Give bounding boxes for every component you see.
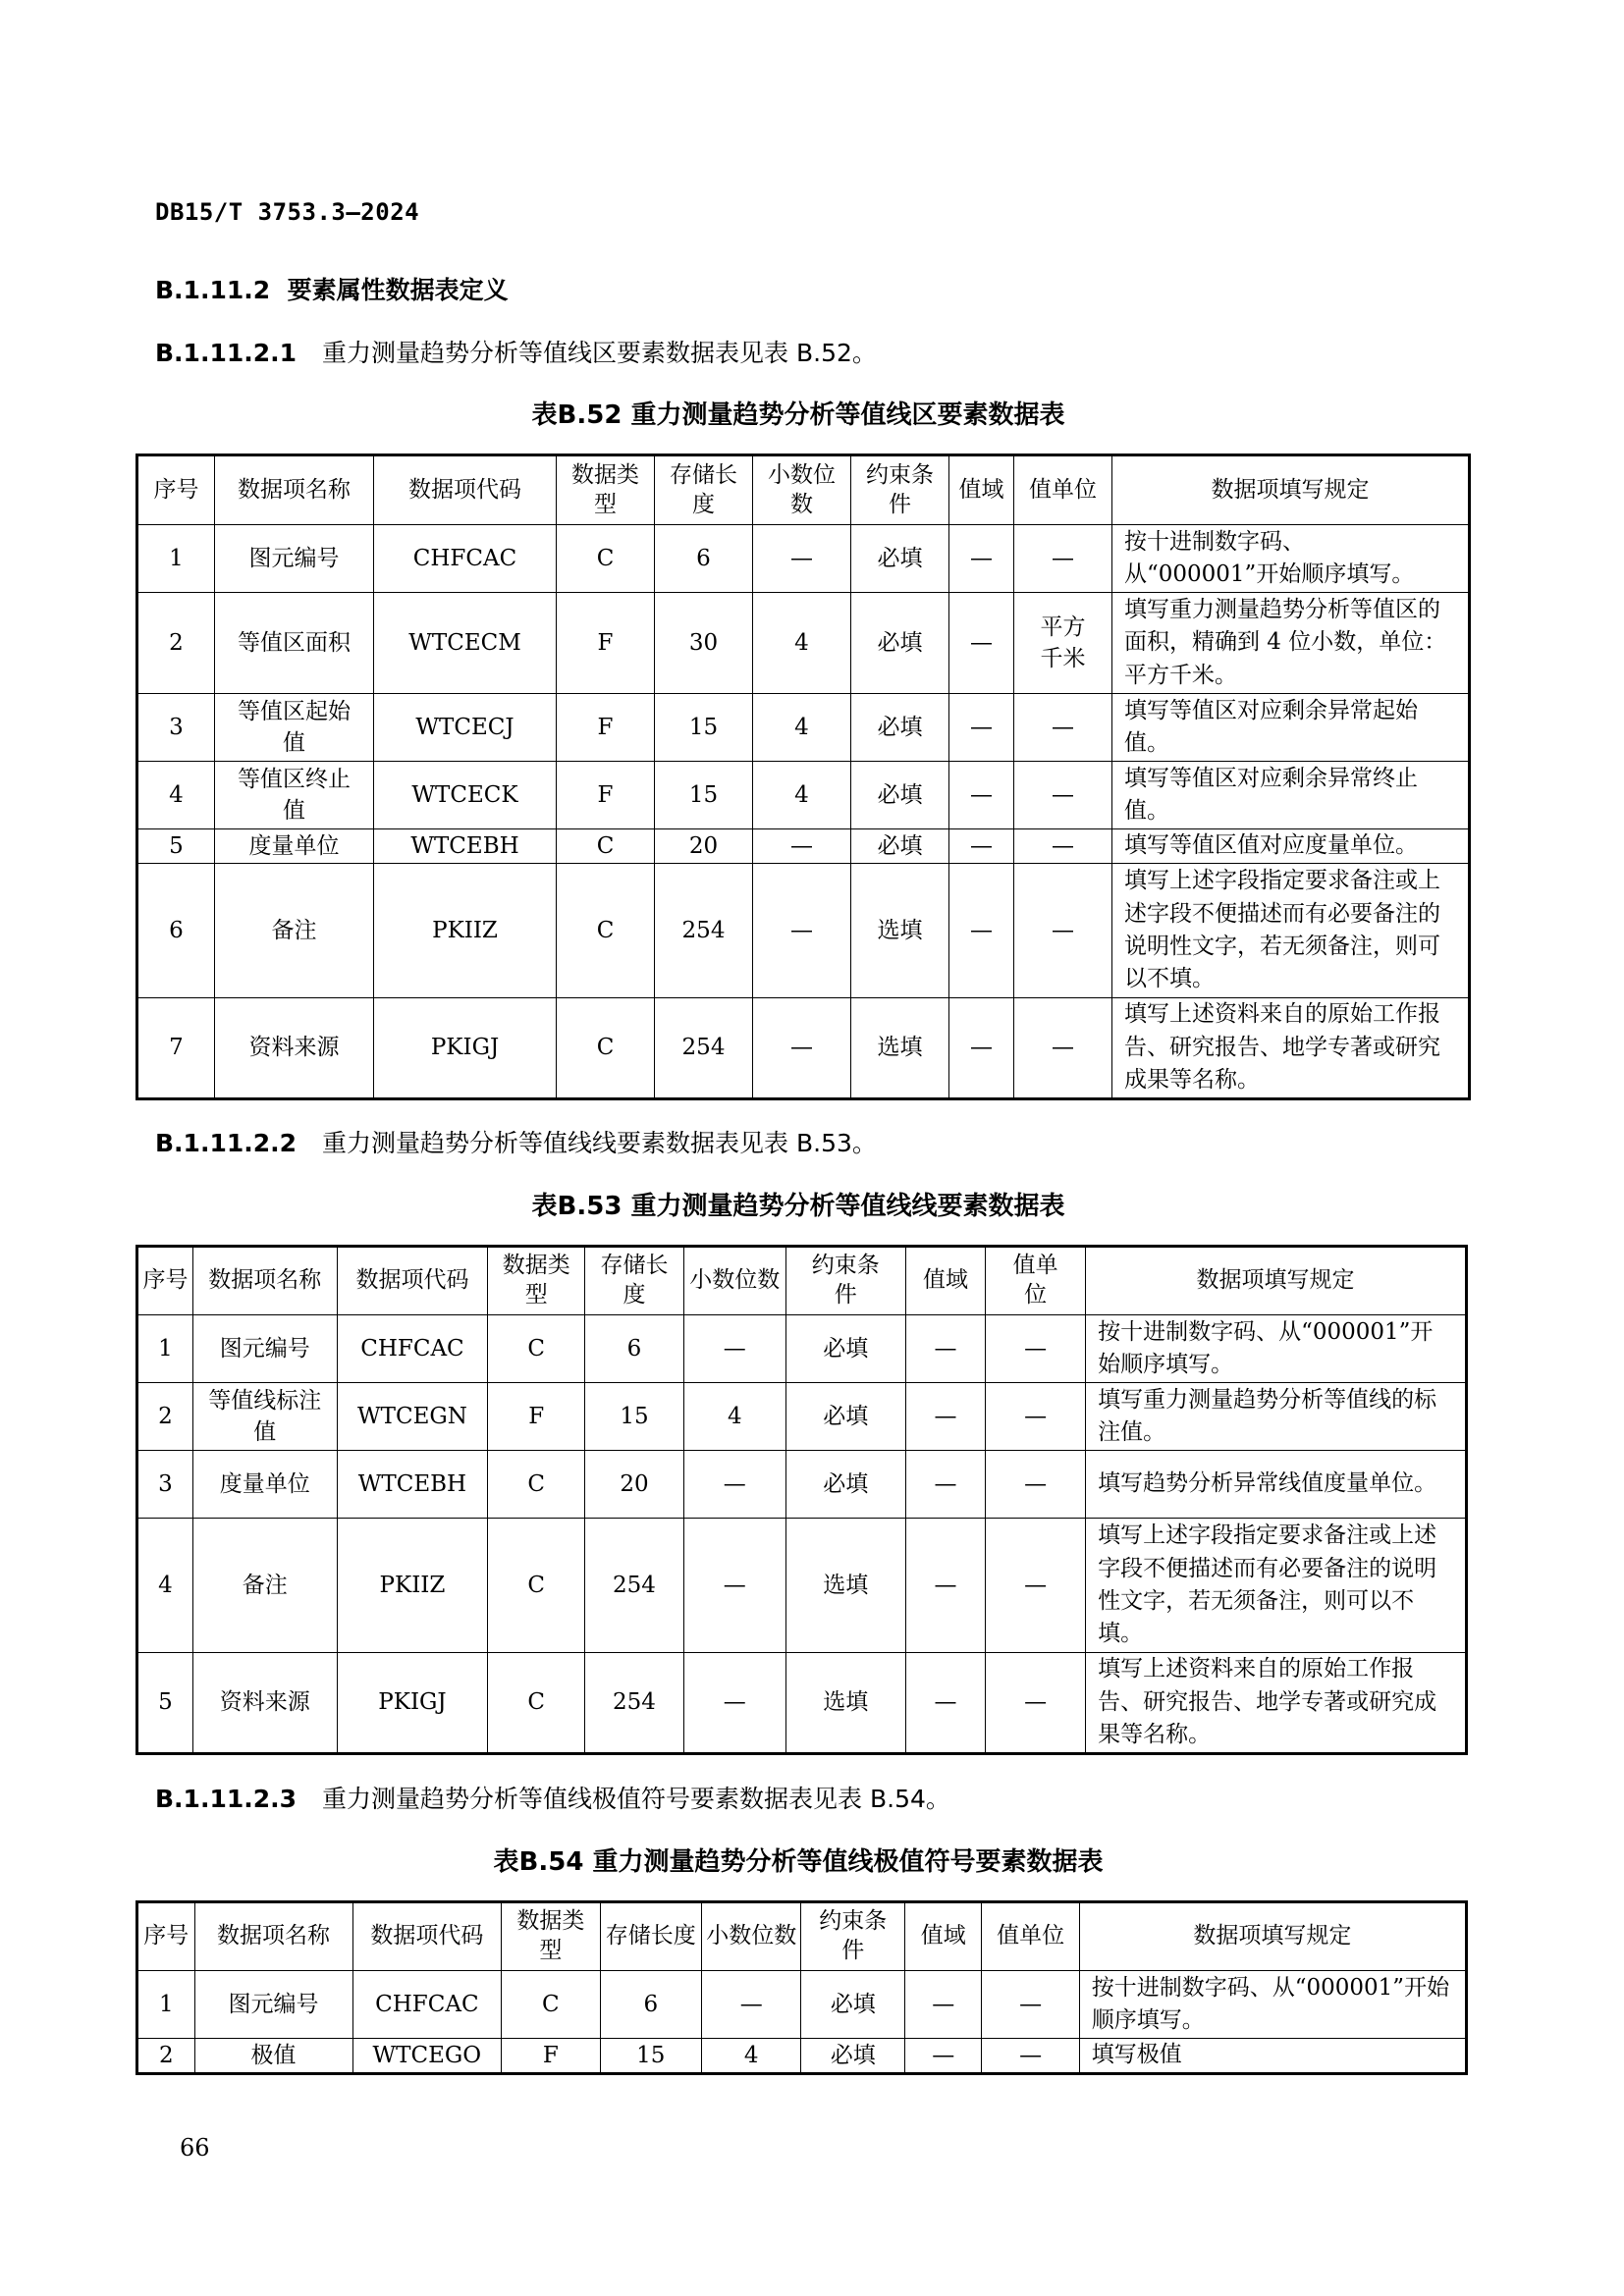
cell: 1 [137,1971,195,2039]
section-heading [155,271,509,306]
cell: C [557,864,655,998]
cell: 3 [137,1451,193,1519]
cell: 必填 [851,525,949,593]
cell: — [753,525,851,593]
column-header: 序号 [137,455,215,525]
cell: WTCEBH [337,1451,488,1519]
column-header: 小数位数 [753,455,851,525]
column-header: 数据项名称 [215,455,374,525]
cell: 4 [137,1519,193,1653]
cell-rule: 填写等值区值对应度量单位。 [1112,829,1470,864]
cell: PKIIZ [374,864,557,998]
cell: 备注 [193,1519,338,1653]
cell: — [949,864,1014,998]
cell: WTCECJ [374,694,557,762]
column-header: 序号 [137,1902,195,1971]
cell: — [986,1383,1086,1451]
cell: 4 [137,762,215,829]
cell: — [949,829,1014,864]
column-header: 数据类型 [488,1247,585,1315]
cell: F [502,2039,600,2074]
cell: — [982,1971,1079,2039]
cell: F [488,1383,585,1451]
column-header: 数据类型 [502,1902,600,1971]
cell-rule: 按十进制数字码、从“000001”开始顺序填写。 [1079,1971,1466,2039]
table-b54-caption: 表B.54 重力测量趋势分析等值线极值符号要素数据表 [493,1847,1104,1877]
cell: C [488,1519,585,1653]
cell: — [753,829,851,864]
table-row [137,1383,1467,1451]
cell: 2 [137,593,215,694]
cell: — [986,1519,1086,1653]
cell: — [905,1971,982,2039]
cell: — [905,1653,985,1754]
cell: 4 [683,1383,785,1451]
cell: 等值线标注值 [193,1383,338,1451]
cell: WTCECM [374,593,557,694]
cell: 4 [753,593,851,694]
cell: 平方千米 [1014,593,1112,694]
cell: 极值 [194,2039,352,2074]
column-header: 数据项代码 [352,1902,502,1971]
cell: 必填 [785,1315,905,1383]
cell: 15 [655,762,753,829]
cell: — [683,1451,785,1519]
column-header: 数据项填写规定 [1079,1902,1466,1971]
cell: — [683,1315,785,1383]
cell: — [1014,998,1112,1099]
cell: — [949,593,1014,694]
cell: — [1014,762,1112,829]
cell: WTCEBH [374,829,557,864]
cell: 30 [655,593,753,694]
cell: 254 [585,1653,684,1754]
cell: — [1014,694,1112,762]
table-b53 [135,1245,1468,1755]
paragraph-number: B.1.11.2.2 [155,1129,298,1157]
cell-rule: 填写趋势分析异常线值度量单位。 [1086,1451,1467,1519]
cell-rule: 填写重力测量趋势分析等值线的标注值。 [1086,1383,1467,1451]
cell: 2 [137,2039,195,2074]
cell: C [488,1451,585,1519]
table-b52-caption: 表B.52 重力测量趋势分析等值线区要素数据表 [531,400,1065,430]
column-header: 序号 [137,1247,193,1315]
table-row [137,694,1470,762]
column-header: 存储长度 [655,455,753,525]
cell: 备注 [215,864,374,998]
cell-rule: 填写等值区对应剩余异常终止值。 [1112,762,1470,829]
cell: 选填 [785,1653,905,1754]
column-header: 数据项填写规定 [1112,455,1470,525]
cell: F [557,593,655,694]
cell: CHFCAC [352,1971,502,2039]
table-b53-caption: 表B.53 重力测量趋势分析等值线线要素数据表 [531,1192,1065,1221]
cell: 度量单位 [193,1451,338,1519]
column-header: 数据项名称 [194,1902,352,1971]
cell: 5 [137,829,215,864]
cell: — [683,1653,785,1754]
cell: PKIIZ [337,1519,488,1653]
cell-rule: 填写等值区对应剩余异常起始值。 [1112,694,1470,762]
cell: C [557,998,655,1099]
cell-rule: 填写重力测量趋势分析等值区的面积，精确到 4 位小数，单位：平方千米。 [1112,593,1470,694]
cell: 6 [585,1315,684,1383]
cell: 必填 [785,1383,905,1451]
cell: — [905,2039,982,2074]
table-row [137,1519,1467,1653]
cell-rule: 填写上述资料来自的原始工作报告、研究报告、地学专著或研究成果等名称。 [1086,1653,1467,1754]
table-header-row [137,1902,1467,1971]
cell: — [905,1315,985,1383]
cell: CHFCAC [337,1315,488,1383]
column-header: 小数位数 [702,1902,801,1971]
paragraph-text: 重力测量趋势分析等值线区要素数据表见表 B.52。 [322,339,877,367]
cell: — [1014,829,1112,864]
column-header: 约束条件 [785,1247,905,1315]
cell: C [557,525,655,593]
cell: 6 [600,1971,702,2039]
cell: 必填 [801,1971,905,2039]
cell: — [986,1653,1086,1754]
section-title: 要素属性数据表定义 [287,276,509,304]
cell: — [949,525,1014,593]
table-header-row [137,1247,1467,1315]
table-row [137,525,1470,593]
table-row [137,998,1470,1099]
column-header: 值单位 [982,1902,1079,1971]
column-header: 值域 [949,455,1014,525]
column-header: 数据项代码 [374,455,557,525]
column-header: 数据项代码 [337,1247,488,1315]
cell: PKIGJ [374,998,557,1099]
paragraph-number: B.1.11.2.1 [155,339,298,367]
cell: 20 [655,829,753,864]
column-header: 小数位数 [683,1247,785,1315]
cell: — [683,1519,785,1653]
table-row [137,829,1470,864]
cell: C [488,1653,585,1754]
cell: — [986,1315,1086,1383]
table-row [137,762,1470,829]
cell: — [982,2039,1079,2074]
column-header: 数据项填写规定 [1086,1247,1467,1315]
column-header: 数据类型 [557,455,655,525]
cell: WTCEGO [352,2039,502,2074]
cell: PKIGJ [337,1653,488,1754]
cell: 资料来源 [193,1653,338,1754]
cell: 15 [655,694,753,762]
table-row [137,1315,1467,1383]
paragraph-text: 重力测量趋势分析等值线极值符号要素数据表见表 B.54。 [322,1785,950,1813]
cell: 必填 [851,694,949,762]
cell: 等值区面积 [215,593,374,694]
column-header: 约束条件 [801,1902,905,1971]
cell: — [905,1519,985,1653]
paragraph-b53 [155,1124,877,1159]
cell: — [702,1971,801,2039]
cell-rule: 填写上述字段指定要求备注或上述字段不便描述而有必要备注的说明性文字，若无须备注，则可以不填。 [1112,864,1470,998]
cell: 必填 [801,2039,905,2074]
table-b54 [135,1900,1468,2075]
cell: 选填 [851,998,949,1099]
column-header: 数据项名称 [193,1247,338,1315]
cell: C [557,829,655,864]
paragraph-text: 重力测量趋势分析等值线线要素数据表见表 B.53。 [322,1129,877,1157]
cell: C [502,1971,600,2039]
cell: — [753,998,851,1099]
cell: — [949,998,1014,1099]
cell: 5 [137,1653,193,1754]
column-header: 约束条件 [851,455,949,525]
column-header: 值域 [905,1902,982,1971]
cell-rule: 填写极值 [1079,2039,1466,2074]
document-number: DB15/T 3753.3—2024 [155,198,420,226]
cell: — [1014,864,1112,998]
page-number: 66 [180,2134,210,2162]
cell: 等值区起始值 [215,694,374,762]
cell: WTCEGN [337,1383,488,1451]
column-header: 存储长度 [585,1247,684,1315]
cell: WTCECK [374,762,557,829]
cell: 6 [655,525,753,593]
cell: 度量单位 [215,829,374,864]
table-b52 [135,454,1471,1100]
cell: 7 [137,998,215,1099]
cell: 254 [655,998,753,1099]
column-header: 值单位 [986,1247,1086,1315]
table-row [137,1451,1467,1519]
cell: 必填 [851,762,949,829]
table-header-row [137,455,1470,525]
paragraph-number: B.1.11.2.3 [155,1785,298,1813]
cell: F [557,694,655,762]
cell: 20 [585,1451,684,1519]
cell-rule: 按十进制数字码、从“000001”开始顺序填写。 [1112,525,1470,593]
table-row [137,1971,1467,2039]
cell: 选填 [851,864,949,998]
cell: 图元编号 [194,1971,352,2039]
table-row [137,1653,1467,1754]
cell: 3 [137,694,215,762]
cell: 4 [753,694,851,762]
cell: 254 [655,864,753,998]
cell-rule: 填写上述字段指定要求备注或上述字段不便描述而有必要备注的说明性文字，若无须备注，则可以不填。 [1086,1519,1467,1653]
cell: 图元编号 [193,1315,338,1383]
cell-rule: 填写上述资料来自的原始工作报告、研究报告、地学专著或研究成果等名称。 [1112,998,1470,1099]
cell: 2 [137,1383,193,1451]
cell: 1 [137,525,215,593]
cell: — [986,1451,1086,1519]
table-row [137,864,1470,998]
paragraph-b54 [155,1780,950,1815]
cell: 254 [585,1519,684,1653]
cell: 必填 [785,1451,905,1519]
cell: 等值区终止值 [215,762,374,829]
cell: — [949,694,1014,762]
paragraph-b52 [155,334,877,369]
cell: — [905,1451,985,1519]
cell: 图元编号 [215,525,374,593]
cell-rule: 按十进制数字码、从“000001”开始顺序填写。 [1086,1315,1467,1383]
cell: 4 [702,2039,801,2074]
cell: 4 [753,762,851,829]
cell: C [488,1315,585,1383]
table-row [137,2039,1467,2074]
cell: 选填 [785,1519,905,1653]
cell: — [905,1383,985,1451]
cell: — [1014,525,1112,593]
cell: — [753,864,851,998]
cell: — [949,762,1014,829]
cell: 15 [585,1383,684,1451]
cell: 15 [600,2039,702,2074]
table-row [137,593,1470,694]
cell: F [557,762,655,829]
section-number: B.1.11.2 [155,276,271,304]
cell: 资料来源 [215,998,374,1099]
cell: CHFCAC [374,525,557,593]
cell: 必填 [851,593,949,694]
column-header: 存储长度 [600,1902,702,1971]
cell: 必填 [851,829,949,864]
column-header: 值域 [905,1247,985,1315]
cell: 1 [137,1315,193,1383]
cell: 6 [137,864,215,998]
column-header: 值单位 [1014,455,1112,525]
